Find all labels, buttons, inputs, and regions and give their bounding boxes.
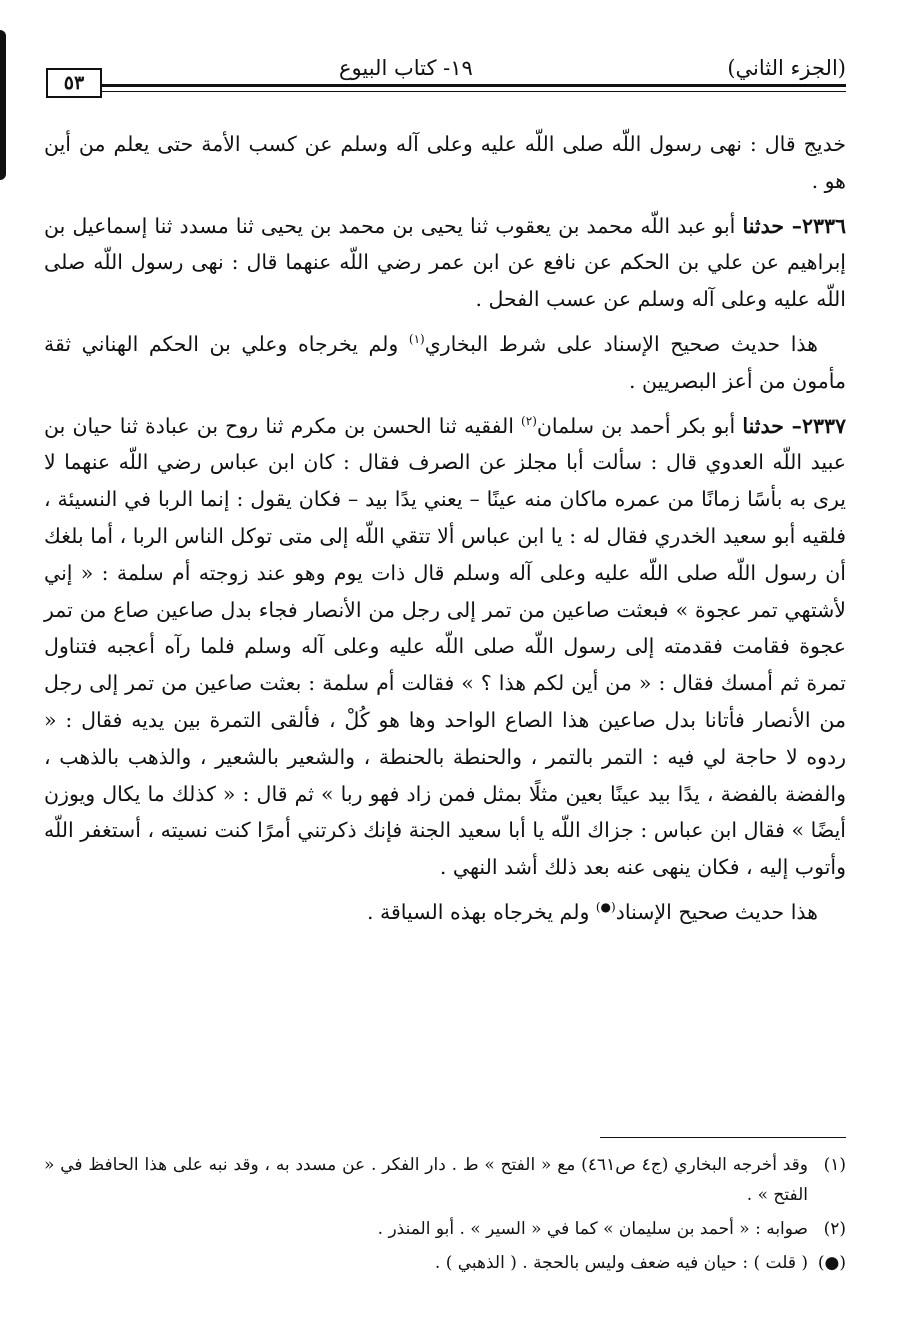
main-text <box>44 126 846 939</box>
part-label: (الجزء الثاني) <box>727 56 846 80</box>
commentary-2336 <box>44 326 846 400</box>
page-number: ٥٣ <box>63 72 85 94</box>
commentary-2337 <box>44 894 846 931</box>
hadith-2337 <box>44 408 846 886</box>
footnote-marker: (١) <box>823 1155 846 1175</box>
footnote-marker: (●) <box>817 1253 846 1273</box>
hadith-2336 <box>44 208 846 318</box>
footnote-text: ( قلت ) : حيان فيه ضعف وليس بالحجة . ( الذهبي ) . <box>434 1253 808 1273</box>
footnote <box>44 1150 846 1210</box>
footnote-ref: (●) <box>595 900 616 915</box>
hadith-number: ٢٣٣٦ <box>801 213 846 238</box>
book-title: ١٩- كتاب البيوع <box>339 56 473 80</box>
hadith-lead: – حدثنا <box>742 213 802 238</box>
page-header <box>44 50 846 110</box>
footnote-text: وقد أخرجه البخاري (ج٤ ص٤٦١) مع « الفتح » ط . دار الفكر . عن مسدد به ، وقد نبه على هذا الحافظ في « الفتح » . <box>44 1155 809 1205</box>
header-rule-thin <box>102 91 846 92</box>
paragraph-continuation: خديج قال : نهى رسول اللّه صلى اللّه عليه وعلى آله وسلم عن كسب الأمة حتى يعلم من أين هو . <box>44 132 846 193</box>
header-rule <box>102 84 846 87</box>
footnote <box>44 1248 846 1278</box>
footnote-marker: (٢) <box>823 1219 846 1239</box>
commentary-text: هذا حديث صحيح الإسناد على شرط البخاري <box>424 331 818 356</box>
hadith-text: أبو عبد اللّه محمد بن يعقوب ثنا يحيى بن محمد بن يحيى ثنا مسدد ثنا إسماعيل بن إبراهيم عن علي بن الحكم عن نافع عن ابن عمر رضي اللّه عنهما قال : نهى رسول اللّه صلى اللّه عليه وعلى آله وسلم عن عسب الفحل . <box>44 213 846 312</box>
hadith-number: ٢٣٣٧ <box>801 413 846 438</box>
footnote-text: صوابه : « أحمد بن سليمان » كما في « السير » . أبو المنذر . <box>377 1219 808 1239</box>
commentary-text: هذا حديث صحيح الإسناد <box>615 899 818 924</box>
footnotes <box>44 1150 846 1282</box>
page-edge-mark <box>0 30 6 180</box>
hadith-text: الفقيه ثنا الحسن بن مكرم ثنا روح بن عبادة ثنا حيان بن عبيد اللّه العدوي قال : سألت أبا مجلز عن الصرف فقال : كان ابن عباس رضي اللّه عنهما لا يرى به بأسًا زمانًا من عمره ماكان منه عينًا – يعني يدًا بيد – فكان يقول : إنما الربا في النسيئة ، فلقيه أبو سعيد الخدري فقال له : يا ابن عباس ألا تتقي اللّه إلى متى توكل الناس الربا ، أما بلغك أن رسول اللّه صلى اللّه عليه وعلى آله وسلم قال ذات يوم وهو عند زوجته أم سلمة : « إني لأشتهي تمر عجوة » فبعثت صاعين من تمر إلى رجل من الأنصار فجاء بدل صاعين صاع من تمر عجوة فقامت فقدمته إلى رسول اللّه صلى اللّه عليه وعلى آله وسلم فلما رآه أعجبه فتناول تمرة ثم أمسك فقال : « من أين لكم هذا ؟ » فقالت أم سلمة : بعثت صاعين من تمر إلى رجل من الأنصار فأتانا بدل صاعين هذا الصاع الواحد وها هو كُلْ ، فألقى التمرة بين يديه فقال : « ردوه لا حاجة لي فيه : التمر بالتمر ، والحنطة بالحنطة ، والشعير بالشعير ، والذهب بالذهب ، والفضة بالفضة ، يدًا بيد عينًا بعين مثلًا بمثل فمن زاد فهو ربا » ثم قال : « كذلك ما يكال ويوزن أيضًا » فقال ابن عباس : جزاك اللّه يا أبا سعيد الجنة فإنك ذكرتني أمرًا كنت نسيته ، أستغفر اللّه وأتوب إليه ، فكان ينهى عنه بعد ذلك أشد النهي . <box>44 413 846 880</box>
hadith-lead: – حدثنا <box>742 413 802 438</box>
commentary-text: ولم يخرجاه وعلي بن الحكم الهناني ثقة مأمون من أعز البصريين . <box>44 331 846 393</box>
footnote <box>44 1214 846 1244</box>
commentary-text: ولم يخرجاه بهذه السياقة . <box>366 899 590 924</box>
footnote-separator <box>600 1137 846 1138</box>
hadith-text: أبو بكر أحمد بن سلمان <box>536 413 736 438</box>
page-number-box <box>46 68 102 98</box>
footnote-ref: (١) <box>408 332 425 347</box>
footnote-ref: (٢) <box>521 413 537 428</box>
